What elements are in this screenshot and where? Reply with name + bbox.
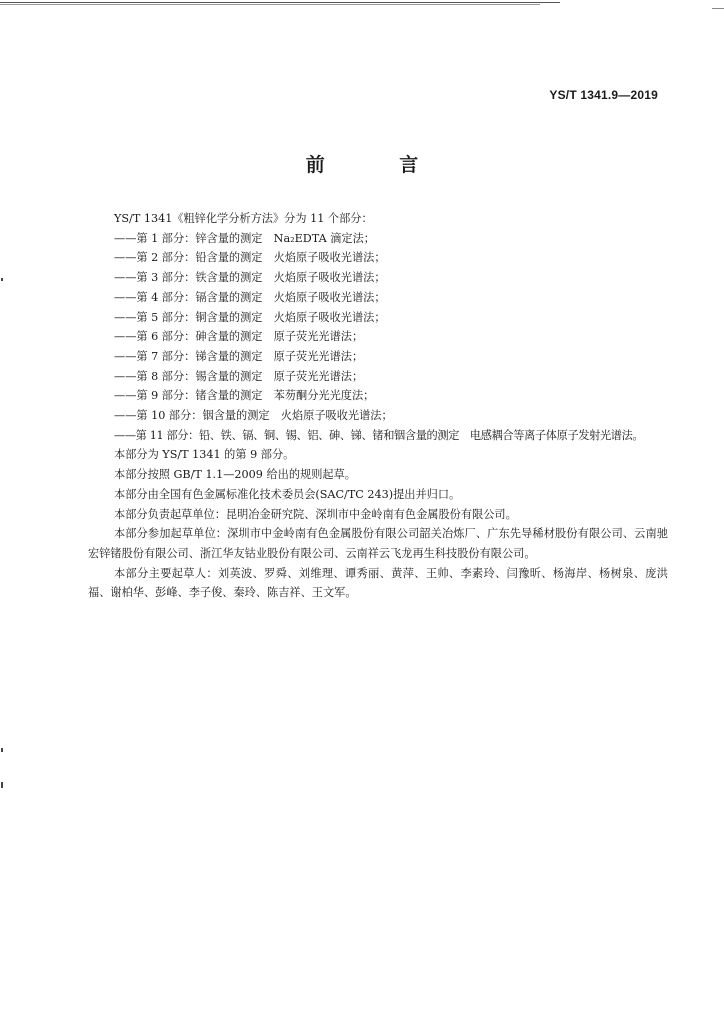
paragraph-proposer: 本部分由全国有色金属标准化技术委员会(SAC/TC 243)提出并归口。 <box>114 487 461 501</box>
scan-edge-mark <box>1 782 3 788</box>
list-item: ——第 2 部分：铅含量的测定 火焰原子吸收光谱法； <box>114 251 386 265</box>
paragraph-main-drafters: 本部分主要起草人：刘英波、罗舜、刘维理、谭秀丽、黄萍、王帅、李素玲、闫豫昕、杨海岸、杨树泉、庞洪福、谢柏华、彭峰、李子俊、秦玲、陈吉祥、王文军。 <box>88 566 668 600</box>
list-item: ——第 9 部分：锗含量的测定 苯芴酮分光光度法； <box>114 389 375 403</box>
paragraph-participating-units: 本部分参加起草单位：深圳市中金岭南有色金属股份有限公司韶关冶炼厂、广东先导稀材股份有限公司、云南驰宏锌锗股份有限公司、浙江华友钴业股份有限公司、云南祥云飞龙再生科技股份有限公司。 <box>88 527 668 560</box>
list-item: ——第 1 部分：锌含量的测定 Na₂EDTA 滴定法； <box>114 231 375 245</box>
list-item: ——第 10 部分：铟含量的测定 火焰原子吸收光谱法； <box>114 409 393 423</box>
paragraph-lead-drafters: 本部分负责起草单位：昆明冶金研究院、深圳市中金岭南有色金属股份有限公司。 <box>114 507 517 521</box>
list-item: ——第 6 部分：砷含量的测定 原子荧光光谱法； <box>114 330 364 344</box>
scan-corner-mark <box>712 0 724 9</box>
paragraph-part-number: 本部分为 YS/T 1341 的第 9 部分。 <box>114 448 295 462</box>
parts-list <box>88 229 668 446</box>
scan-edge-mark <box>1 278 3 281</box>
list-item: ——第 11 部分：铅、铁、镉、铜、锡、铝、砷、锑、锗和铟含量的测定 电感耦合等离子体原子发射光谱法。 <box>114 428 644 442</box>
standard-number: YS/T 1341.9—2019 <box>549 88 658 102</box>
scan-border-line <box>0 2 560 3</box>
list-item: ——第 3 部分：铁含量的测定 火焰原子吸收光谱法； <box>114 271 386 285</box>
foreword-body <box>88 209 668 603</box>
list-item: ——第 5 部分：铜含量的测定 火焰原子吸收光谱法； <box>114 310 386 324</box>
paragraph-drafting-rules: 本部分按照 GB/T 1.1—2009 给出的规则起草。 <box>114 468 356 482</box>
scan-edge-mark <box>1 748 3 752</box>
list-item: ——第 8 部分：锡含量的测定 原子荧光光谱法； <box>114 369 364 383</box>
page-title: 前 言 <box>305 154 453 176</box>
list-item: ——第 4 部分：镉含量的测定 火焰原子吸收光谱法； <box>114 290 386 304</box>
scan-border-line <box>0 4 540 5</box>
intro-paragraph: YS/T 1341《粗锌化学分析方法》分为 11 个部分： <box>114 212 373 225</box>
list-item: ——第 7 部分：锑含量的测定 原子荧光光谱法； <box>114 349 364 363</box>
